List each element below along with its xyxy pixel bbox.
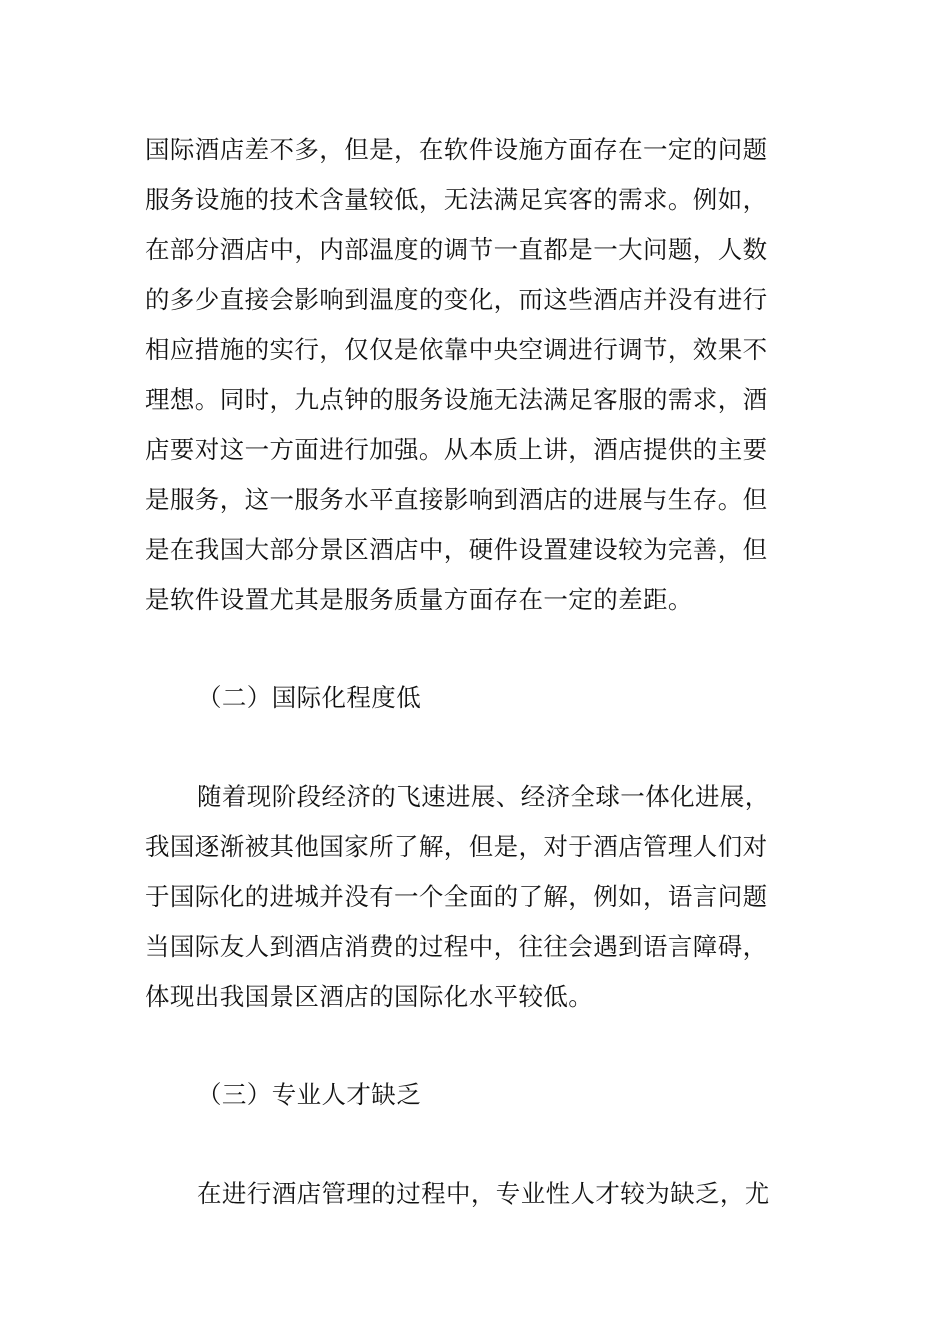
text-line: 是服务，这一服务水平直接影响到酒店的进展与生存。但	[145, 485, 768, 514]
text-line: 理想。同时，九点钟的服务设施无法满足客服的需求，酒	[145, 385, 768, 414]
text-line: 于国际化的进城并没有一个全面的了解，例如，语言问题	[145, 882, 768, 911]
text-line: 我国逐渐被其他国家所了解，但是，对于酒店管理人们对	[145, 832, 768, 861]
text-line: 国际酒店差不多，但是，在软件设施方面存在一定的问题	[145, 135, 768, 164]
text-line: 服务设施的技术含量较低，无法满足宾客的需求。例如，	[145, 185, 768, 214]
text-line: 相应措施的实行，仅仅是依靠中央空调进行调节，效果不	[145, 335, 768, 364]
text-line: 体现出我国景区酒店的国际化水平较低。	[145, 982, 594, 1011]
text-line: 当国际友人到酒店消费的过程中，往往会遇到语言障碍，	[145, 932, 768, 961]
text-line: 的多少直接会影响到温度的变化，而这些酒店并没有进行	[145, 285, 768, 314]
section-heading-internationalization: （二）国际化程度低	[197, 683, 422, 712]
text-line: 是软件设置尤其是服务质量方面存在一定的差距。	[145, 585, 693, 614]
section-heading-talent-shortage: （三）专业人才缺乏	[197, 1080, 422, 1109]
text-line: 在进行酒店管理的过程中，专业性人才较为缺乏，尤	[197, 1179, 770, 1208]
text-line: 随着现阶段经济的飞速进展、经济全球一体化进展，	[197, 782, 770, 811]
text-line: 在部分酒店中，内部温度的调节一直都是一大问题，人数	[145, 235, 768, 264]
text-line: 店要对这一方面进行加强。从本质上讲，酒店提供的主要	[145, 435, 768, 464]
text-line: 是在我国大部分景区酒店中，硬件设置建设较为完善，但	[145, 535, 768, 564]
